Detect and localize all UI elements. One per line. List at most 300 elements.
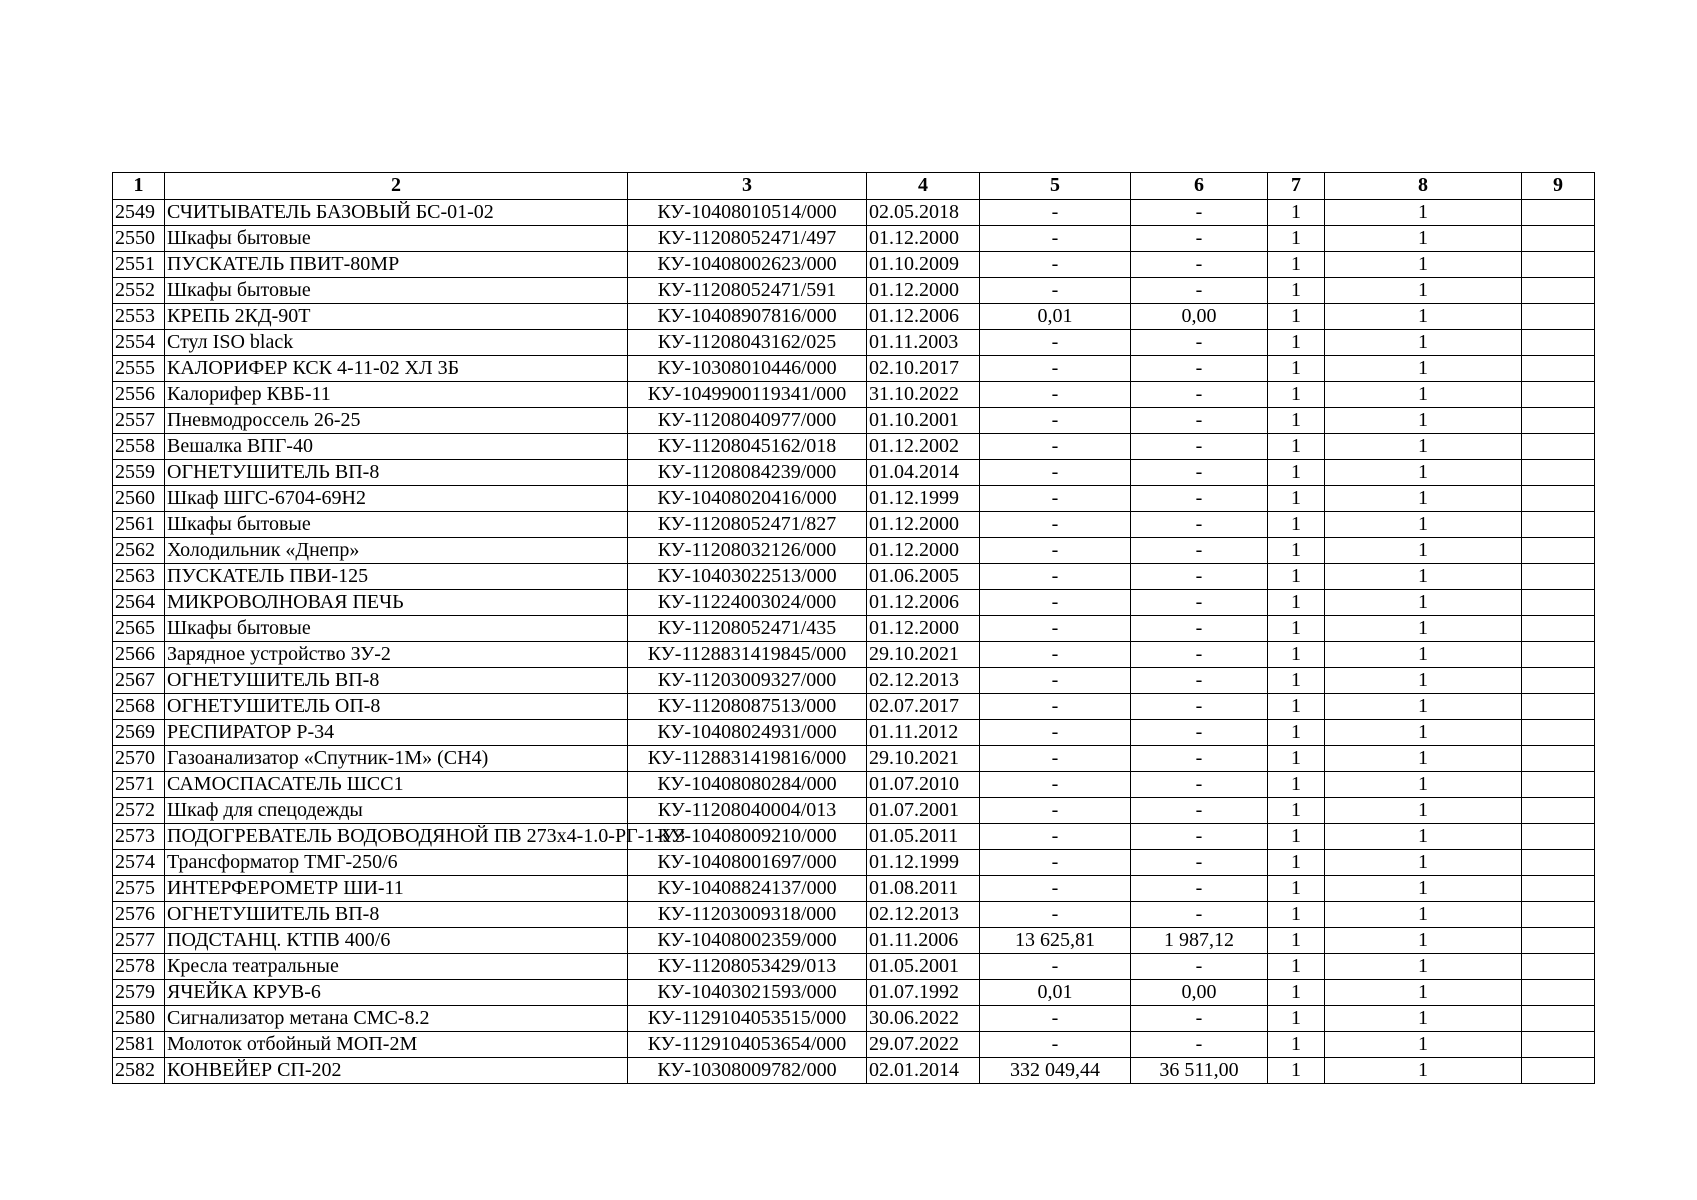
value-col7-cell: 1 xyxy=(1268,824,1325,850)
document-page xyxy=(112,172,1595,1084)
date-cell: 01.04.2014 xyxy=(867,460,980,486)
value-col7-cell: 1 xyxy=(1268,1058,1325,1084)
value-col9-cell xyxy=(1522,460,1595,486)
value-col8-cell: 1 xyxy=(1325,330,1522,356)
item-name-cell: Вешалка ВПГ-40 xyxy=(165,434,628,460)
table-row xyxy=(113,798,1595,824)
row-number-cell: 2566 xyxy=(113,642,165,668)
column-header-5: 5 xyxy=(980,173,1131,200)
inventory-code-cell: КУ-10308010446/000 xyxy=(628,356,867,382)
item-name-cell: Шкафы бытовые xyxy=(165,226,628,252)
value-col6-cell: - xyxy=(1131,434,1268,460)
item-name-cell: Калорифер КВБ-11 xyxy=(165,382,628,408)
value-col8-cell: 1 xyxy=(1325,954,1522,980)
value-col8-cell: 1 xyxy=(1325,486,1522,512)
value-col6-cell: - xyxy=(1131,356,1268,382)
value-col8-cell: 1 xyxy=(1325,538,1522,564)
date-cell: 31.10.2022 xyxy=(867,382,980,408)
value-col9-cell xyxy=(1522,1032,1595,1058)
inventory-code-cell: КУ-11208053429/013 xyxy=(628,954,867,980)
date-cell: 01.12.2000 xyxy=(867,616,980,642)
table-row xyxy=(113,226,1595,252)
date-cell: 02.01.2014 xyxy=(867,1058,980,1084)
value-col9-cell xyxy=(1522,590,1595,616)
value-col9-cell xyxy=(1522,1006,1595,1032)
row-number-cell: 2575 xyxy=(113,876,165,902)
table-row xyxy=(113,850,1595,876)
value-col5-cell: - xyxy=(980,226,1131,252)
value-col6-cell: - xyxy=(1131,1006,1268,1032)
inventory-code-cell: КУ-10403022513/000 xyxy=(628,564,867,590)
date-cell: 01.07.1992 xyxy=(867,980,980,1006)
date-cell: 01.11.2003 xyxy=(867,330,980,356)
inventory-code-cell: КУ-11208040977/000 xyxy=(628,408,867,434)
item-name-cell: Зарядное устройство ЗУ-2 xyxy=(165,642,628,668)
value-col9-cell xyxy=(1522,434,1595,460)
date-cell: 01.06.2005 xyxy=(867,564,980,590)
date-cell: 01.12.2002 xyxy=(867,434,980,460)
value-col5-cell: - xyxy=(980,642,1131,668)
inventory-code-cell: КУ-10408907816/000 xyxy=(628,304,867,330)
value-col8-cell: 1 xyxy=(1325,824,1522,850)
table-row xyxy=(113,824,1595,850)
row-number-cell: 2561 xyxy=(113,512,165,538)
value-col9-cell xyxy=(1522,850,1595,876)
table-row xyxy=(113,538,1595,564)
value-col8-cell: 1 xyxy=(1325,434,1522,460)
value-col5-cell: - xyxy=(980,902,1131,928)
value-col7-cell: 1 xyxy=(1268,772,1325,798)
value-col5-cell: - xyxy=(980,460,1131,486)
value-col5-cell: - xyxy=(980,408,1131,434)
item-name-cell: РЕСПИРАТОР Р-34 xyxy=(165,720,628,746)
column-header-2: 2 xyxy=(165,173,628,200)
row-number-cell: 2552 xyxy=(113,278,165,304)
value-col9-cell xyxy=(1522,486,1595,512)
value-col7-cell: 1 xyxy=(1268,668,1325,694)
column-header-1: 1 xyxy=(113,173,165,200)
value-col9-cell xyxy=(1522,902,1595,928)
value-col5-cell: 0,01 xyxy=(980,304,1131,330)
value-col7-cell: 1 xyxy=(1268,798,1325,824)
item-name-cell: СЧИТЫВАТЕЛЬ БАЗОВЫЙ БС-01-02 xyxy=(165,200,628,226)
date-cell: 01.05.2001 xyxy=(867,954,980,980)
table-row xyxy=(113,278,1595,304)
date-cell: 30.06.2022 xyxy=(867,1006,980,1032)
value-col6-cell: - xyxy=(1131,668,1268,694)
value-col8-cell: 1 xyxy=(1325,304,1522,330)
value-col8-cell: 1 xyxy=(1325,408,1522,434)
inventory-table xyxy=(112,172,1595,1084)
inventory-code-cell: КУ-11203009327/000 xyxy=(628,668,867,694)
value-col6-cell: - xyxy=(1131,850,1268,876)
table-row xyxy=(113,564,1595,590)
row-number-cell: 2579 xyxy=(113,980,165,1006)
item-name-cell: Сигнализатор метана СМС-8.2 xyxy=(165,1006,628,1032)
column-header-6: 6 xyxy=(1131,173,1268,200)
value-col5-cell: - xyxy=(980,746,1131,772)
value-col9-cell xyxy=(1522,356,1595,382)
date-cell: 01.12.1999 xyxy=(867,486,980,512)
table-row xyxy=(113,980,1595,1006)
item-name-cell: Трансформатор ТМГ-250/6 xyxy=(165,850,628,876)
date-cell: 01.12.2000 xyxy=(867,512,980,538)
table-row xyxy=(113,642,1595,668)
table-row xyxy=(113,252,1595,278)
row-number-cell: 2562 xyxy=(113,538,165,564)
item-name-cell: ПУСКАТЕЛЬ ПВИТ-80МР xyxy=(165,252,628,278)
table-row xyxy=(113,460,1595,486)
value-col6-cell: - xyxy=(1131,772,1268,798)
table-row xyxy=(113,1058,1595,1084)
inventory-code-cell: КУ-11208040004/013 xyxy=(628,798,867,824)
item-name-cell: КАЛОРИФЕР КСК 4-11-02 ХЛ 3Б xyxy=(165,356,628,382)
value-col7-cell: 1 xyxy=(1268,330,1325,356)
table-row xyxy=(113,902,1595,928)
value-col9-cell xyxy=(1522,616,1595,642)
value-col6-cell: - xyxy=(1131,408,1268,434)
value-col9-cell xyxy=(1522,304,1595,330)
value-col5-cell: - xyxy=(980,850,1131,876)
value-col5-cell: - xyxy=(980,434,1131,460)
value-col5-cell: - xyxy=(980,200,1131,226)
value-col7-cell: 1 xyxy=(1268,902,1325,928)
value-col5-cell: - xyxy=(980,876,1131,902)
table-row xyxy=(113,590,1595,616)
value-col6-cell: - xyxy=(1131,330,1268,356)
value-col9-cell xyxy=(1522,200,1595,226)
item-name-cell: Кресла театральные xyxy=(165,954,628,980)
value-col5-cell: - xyxy=(980,486,1131,512)
inventory-code-cell: КУ-10408080284/000 xyxy=(628,772,867,798)
inventory-code-cell: КУ-11208052471/435 xyxy=(628,616,867,642)
column-header-7: 7 xyxy=(1268,173,1325,200)
value-col7-cell: 1 xyxy=(1268,590,1325,616)
item-name-cell: Шкафы бытовые xyxy=(165,616,628,642)
table-row xyxy=(113,746,1595,772)
row-number-cell: 2549 xyxy=(113,200,165,226)
value-col7-cell: 1 xyxy=(1268,954,1325,980)
value-col6-cell: 1 987,12 xyxy=(1131,928,1268,954)
row-number-cell: 2576 xyxy=(113,902,165,928)
value-col6-cell: - xyxy=(1131,954,1268,980)
value-col5-cell: 13 625,81 xyxy=(980,928,1131,954)
value-col6-cell: - xyxy=(1131,590,1268,616)
row-number-cell: 2563 xyxy=(113,564,165,590)
value-col9-cell xyxy=(1522,408,1595,434)
value-col9-cell xyxy=(1522,564,1595,590)
inventory-code-cell: КУ-1128831419816/000 xyxy=(628,746,867,772)
table-row xyxy=(113,616,1595,642)
value-col5-cell: - xyxy=(980,824,1131,850)
date-cell: 02.12.2013 xyxy=(867,668,980,694)
value-col6-cell: - xyxy=(1131,564,1268,590)
table-row xyxy=(113,1032,1595,1058)
row-number-cell: 2556 xyxy=(113,382,165,408)
table-row xyxy=(113,408,1595,434)
date-cell: 01.11.2006 xyxy=(867,928,980,954)
value-col8-cell: 1 xyxy=(1325,980,1522,1006)
item-name-cell: ПОДСТАНЦ. КТПВ 400/6 xyxy=(165,928,628,954)
value-col8-cell: 1 xyxy=(1325,512,1522,538)
date-cell: 29.10.2021 xyxy=(867,642,980,668)
value-col8-cell: 1 xyxy=(1325,876,1522,902)
value-col6-cell: 0,00 xyxy=(1131,304,1268,330)
value-col6-cell: - xyxy=(1131,824,1268,850)
inventory-code-cell: КУ-10403021593/000 xyxy=(628,980,867,1006)
value-col8-cell: 1 xyxy=(1325,252,1522,278)
date-cell: 01.12.1999 xyxy=(867,850,980,876)
item-name-cell: Холодильник «Днепр» xyxy=(165,538,628,564)
value-col7-cell: 1 xyxy=(1268,1032,1325,1058)
row-number-cell: 2570 xyxy=(113,746,165,772)
date-cell: 01.11.2012 xyxy=(867,720,980,746)
column-header-8: 8 xyxy=(1325,173,1522,200)
inventory-code-cell: КУ-11224003024/000 xyxy=(628,590,867,616)
value-col7-cell: 1 xyxy=(1268,1006,1325,1032)
table-row xyxy=(113,356,1595,382)
column-header-4: 4 xyxy=(867,173,980,200)
item-name-cell: Молоток отбойный МОП-2М xyxy=(165,1032,628,1058)
row-number-cell: 2578 xyxy=(113,954,165,980)
inventory-code-cell: КУ-11208032126/000 xyxy=(628,538,867,564)
item-name-cell: ПУСКАТЕЛЬ ПВИ-125 xyxy=(165,564,628,590)
value-col5-cell: - xyxy=(980,798,1131,824)
value-col7-cell: 1 xyxy=(1268,850,1325,876)
date-cell: 01.12.2000 xyxy=(867,278,980,304)
value-col8-cell: 1 xyxy=(1325,798,1522,824)
table-row xyxy=(113,330,1595,356)
value-col5-cell: - xyxy=(980,564,1131,590)
date-cell: 01.07.2001 xyxy=(867,798,980,824)
inventory-code-cell: КУ-1128831419845/000 xyxy=(628,642,867,668)
value-col9-cell xyxy=(1522,226,1595,252)
row-number-cell: 2580 xyxy=(113,1006,165,1032)
item-name-cell: ОГНЕТУШИТЕЛЬ ВП-8 xyxy=(165,902,628,928)
value-col5-cell: - xyxy=(980,512,1131,538)
date-cell: 01.10.2009 xyxy=(867,252,980,278)
item-name-cell: КОНВЕЙЕР СП-202 xyxy=(165,1058,628,1084)
value-col6-cell: - xyxy=(1131,642,1268,668)
item-name-cell: Шкафы бытовые xyxy=(165,278,628,304)
date-cell: 02.05.2018 xyxy=(867,200,980,226)
value-col9-cell xyxy=(1522,980,1595,1006)
item-name-cell: Шкафы бытовые xyxy=(165,512,628,538)
date-cell: 01.10.2001 xyxy=(867,408,980,434)
table-row xyxy=(113,954,1595,980)
table-row xyxy=(113,1006,1595,1032)
value-col9-cell xyxy=(1522,954,1595,980)
inventory-code-cell: КУ-11208043162/025 xyxy=(628,330,867,356)
value-col5-cell: - xyxy=(980,1032,1131,1058)
item-name-cell: Пневмодроссель 26-25 xyxy=(165,408,628,434)
value-col7-cell: 1 xyxy=(1268,278,1325,304)
value-col8-cell: 1 xyxy=(1325,278,1522,304)
table-row xyxy=(113,694,1595,720)
value-col9-cell xyxy=(1522,512,1595,538)
date-cell: 01.07.2010 xyxy=(867,772,980,798)
item-name-cell: КРЕПЬ 2КД-90Т xyxy=(165,304,628,330)
date-cell: 01.12.2000 xyxy=(867,538,980,564)
value-col7-cell: 1 xyxy=(1268,642,1325,668)
inventory-code-cell: КУ-11203009318/000 xyxy=(628,902,867,928)
inventory-code-cell: КУ-1129104053654/000 xyxy=(628,1032,867,1058)
row-number-cell: 2564 xyxy=(113,590,165,616)
date-cell: 01.12.2006 xyxy=(867,304,980,330)
value-col8-cell: 1 xyxy=(1325,1058,1522,1084)
item-name-cell: Стул ISO black xyxy=(165,330,628,356)
table-body xyxy=(113,200,1595,1084)
value-col9-cell xyxy=(1522,252,1595,278)
row-number-cell: 2557 xyxy=(113,408,165,434)
row-number-cell: 2565 xyxy=(113,616,165,642)
row-number-cell: 2569 xyxy=(113,720,165,746)
value-col8-cell: 1 xyxy=(1325,746,1522,772)
value-col6-cell: - xyxy=(1131,226,1268,252)
value-col8-cell: 1 xyxy=(1325,1006,1522,1032)
value-col6-cell: - xyxy=(1131,252,1268,278)
value-col8-cell: 1 xyxy=(1325,616,1522,642)
item-name-cell: Газоанализатор «Спутник-1М» (СН4) xyxy=(165,746,628,772)
value-col9-cell xyxy=(1522,928,1595,954)
value-col7-cell: 1 xyxy=(1268,694,1325,720)
row-number-cell: 2571 xyxy=(113,772,165,798)
value-col7-cell: 1 xyxy=(1268,356,1325,382)
value-col6-cell: - xyxy=(1131,200,1268,226)
value-col6-cell: - xyxy=(1131,720,1268,746)
value-col8-cell: 1 xyxy=(1325,1032,1522,1058)
value-col5-cell: - xyxy=(980,772,1131,798)
value-col6-cell: - xyxy=(1131,382,1268,408)
date-cell: 01.08.2011 xyxy=(867,876,980,902)
date-cell: 02.07.2017 xyxy=(867,694,980,720)
table-row xyxy=(113,668,1595,694)
value-col9-cell xyxy=(1522,694,1595,720)
date-cell: 01.12.2006 xyxy=(867,590,980,616)
table-row xyxy=(113,434,1595,460)
value-col8-cell: 1 xyxy=(1325,226,1522,252)
row-number-cell: 2567 xyxy=(113,668,165,694)
column-header-3: 3 xyxy=(628,173,867,200)
value-col7-cell: 1 xyxy=(1268,382,1325,408)
date-cell: 01.05.2011 xyxy=(867,824,980,850)
table-row xyxy=(113,200,1595,226)
row-number-cell: 2554 xyxy=(113,330,165,356)
value-col9-cell xyxy=(1522,1058,1595,1084)
value-col7-cell: 1 xyxy=(1268,876,1325,902)
inventory-code-cell: КУ-11208087513/000 xyxy=(628,694,867,720)
inventory-code-cell: КУ-10408024931/000 xyxy=(628,720,867,746)
value-col9-cell xyxy=(1522,642,1595,668)
value-col6-cell: 36 511,00 xyxy=(1131,1058,1268,1084)
inventory-code-cell: КУ-11208045162/018 xyxy=(628,434,867,460)
value-col5-cell: - xyxy=(980,278,1131,304)
value-col5-cell: - xyxy=(980,954,1131,980)
inventory-code-cell: КУ-11208084239/000 xyxy=(628,460,867,486)
item-name-cell: ОГНЕТУШИТЕЛЬ ВП-8 xyxy=(165,668,628,694)
value-col6-cell: - xyxy=(1131,798,1268,824)
value-col7-cell: 1 xyxy=(1268,434,1325,460)
value-col5-cell: - xyxy=(980,590,1131,616)
row-number-cell: 2574 xyxy=(113,850,165,876)
date-cell: 29.10.2021 xyxy=(867,746,980,772)
row-number-cell: 2551 xyxy=(113,252,165,278)
value-col6-cell: - xyxy=(1131,876,1268,902)
value-col5-cell: - xyxy=(980,694,1131,720)
inventory-code-cell: КУ-10308009782/000 xyxy=(628,1058,867,1084)
value-col6-cell: 0,00 xyxy=(1131,980,1268,1006)
value-col7-cell: 1 xyxy=(1268,304,1325,330)
date-cell: 29.07.2022 xyxy=(867,1032,980,1058)
date-cell: 01.12.2000 xyxy=(867,226,980,252)
value-col7-cell: 1 xyxy=(1268,564,1325,590)
item-name-cell: ОГНЕТУШИТЕЛЬ ВП-8 xyxy=(165,460,628,486)
value-col5-cell: - xyxy=(980,616,1131,642)
value-col9-cell xyxy=(1522,538,1595,564)
item-name-cell: МИКРОВОЛНОВАЯ ПЕЧЬ xyxy=(165,590,628,616)
value-col9-cell xyxy=(1522,278,1595,304)
row-number-cell: 2550 xyxy=(113,226,165,252)
value-col6-cell: - xyxy=(1131,902,1268,928)
table-header xyxy=(113,173,1595,200)
value-col6-cell: - xyxy=(1131,746,1268,772)
value-col9-cell xyxy=(1522,798,1595,824)
value-col9-cell xyxy=(1522,668,1595,694)
inventory-code-cell: КУ-1049900119341/000 xyxy=(628,382,867,408)
value-col6-cell: - xyxy=(1131,694,1268,720)
table-row xyxy=(113,512,1595,538)
value-col9-cell xyxy=(1522,382,1595,408)
value-col8-cell: 1 xyxy=(1325,564,1522,590)
row-number-cell: 2582 xyxy=(113,1058,165,1084)
inventory-code-cell: КУ-11208052471/591 xyxy=(628,278,867,304)
value-col7-cell: 1 xyxy=(1268,226,1325,252)
value-col6-cell: - xyxy=(1131,616,1268,642)
value-col7-cell: 1 xyxy=(1268,928,1325,954)
value-col5-cell: - xyxy=(980,1006,1131,1032)
row-number-cell: 2568 xyxy=(113,694,165,720)
value-col5-cell: 332 049,44 xyxy=(980,1058,1131,1084)
value-col8-cell: 1 xyxy=(1325,772,1522,798)
row-number-cell: 2572 xyxy=(113,798,165,824)
row-number-cell: 2581 xyxy=(113,1032,165,1058)
value-col5-cell: - xyxy=(980,252,1131,278)
value-col9-cell xyxy=(1522,746,1595,772)
row-number-cell: 2559 xyxy=(113,460,165,486)
table-row xyxy=(113,304,1595,330)
value-col6-cell: - xyxy=(1131,460,1268,486)
inventory-code-cell: КУ-10408009210/000 xyxy=(628,824,867,850)
value-col8-cell: 1 xyxy=(1325,200,1522,226)
table-row xyxy=(113,876,1595,902)
value-col8-cell: 1 xyxy=(1325,668,1522,694)
inventory-code-cell: КУ-10408002623/000 xyxy=(628,252,867,278)
table-row xyxy=(113,772,1595,798)
value-col7-cell: 1 xyxy=(1268,616,1325,642)
inventory-code-cell: КУ-11208052471/497 xyxy=(628,226,867,252)
value-col7-cell: 1 xyxy=(1268,252,1325,278)
column-header-9: 9 xyxy=(1522,173,1595,200)
table-row xyxy=(113,486,1595,512)
table-row xyxy=(113,928,1595,954)
date-cell: 02.10.2017 xyxy=(867,356,980,382)
value-col9-cell xyxy=(1522,330,1595,356)
date-cell: 02.12.2013 xyxy=(867,902,980,928)
value-col7-cell: 1 xyxy=(1268,408,1325,434)
item-name-cell: Шкаф ШГС-6704-69Н2 xyxy=(165,486,628,512)
value-col9-cell xyxy=(1522,824,1595,850)
item-name-cell: ИНТЕРФЕРОМЕТР ШИ-11 xyxy=(165,876,628,902)
